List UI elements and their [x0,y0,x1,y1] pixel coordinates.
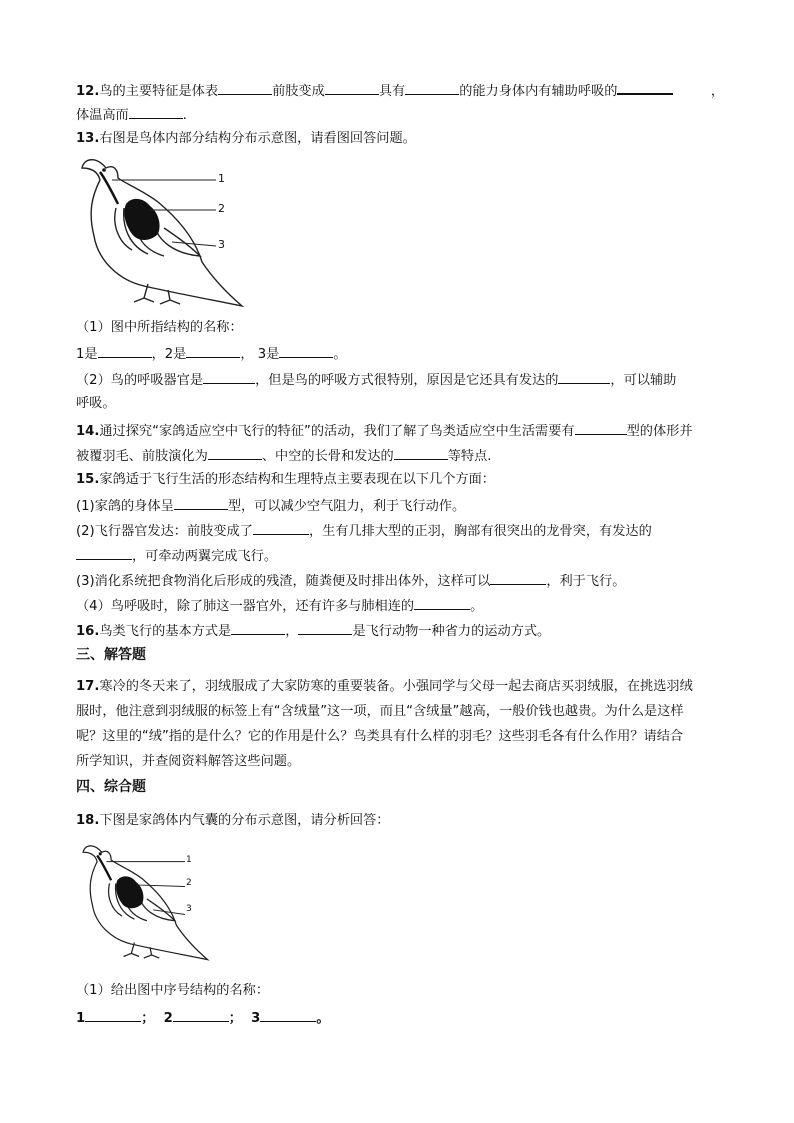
q17-number: 17. [76,679,100,694]
q14-blank-3[interactable] [394,446,448,460]
q15-s2-cont [76,546,277,566]
q15-s2 [76,521,652,541]
bird-legs [134,284,180,304]
bird-trachea [100,172,118,204]
q13-fig-label-3: 3 [218,238,225,251]
q15-s3-a: (3)消化系统把食物消化后形成的残渣，随粪便及时排出体外，这样可以 [76,574,491,589]
q18-fill-line [76,1008,330,1028]
section-3-heading: 三、解答题 [76,647,146,663]
q15-s2-c: ，可牵动两翼完成飞行。 [132,549,278,564]
q17-text-1: 寒冷的冬天来了，羽绒服成了大家防寒的重要装备。小强同学与父母一起去商店买羽绒服，在挑选羽绒 [99,679,693,694]
q12-number: 12. [76,84,100,99]
q17-line1 [76,678,693,696]
q13-sub2-a: （2）鸟的呼吸器官是 [76,373,204,388]
q12-text-6: 体温高而 [76,108,129,123]
q14-text-c: 被覆羽毛、前肢演化为 [76,449,208,464]
q18-bird-figure [80,838,220,963]
q14-text-a: 通过探究“家鸽适应空中飞行的特征”的活动，我们了解了鸟类适应空中生活需要有 [99,424,575,439]
q15-blank-3[interactable] [76,546,132,560]
q14-blank-1[interactable] [575,421,627,435]
q13-title [76,130,416,148]
q18-title [76,812,390,830]
q15-s2-a: (2)飞行器官发达：前肢变成了 [76,524,253,539]
q15-s2-b: ，生有几排大型的正羽，胸部有很突出的龙骨突，有发达的 [308,524,652,539]
q16-text-c: 是飞行动物一种省力的运动方式。 [352,624,551,639]
q13-blank-1[interactable] [98,344,152,358]
q18-number: 18. [76,813,100,828]
q18-fig-label-3: 3 [186,904,192,914]
q12-line1 [76,80,673,101]
q13-sub2-line1 [76,370,676,390]
q12-text-3: 具有 [378,84,406,99]
q14-number: 14. [76,424,100,439]
q18-blank-2[interactable] [173,1008,229,1022]
q15-blank-1[interactable] [174,496,228,510]
q12-blank-2[interactable] [325,81,379,95]
q18-sep-2: ； [228,1011,242,1026]
q15-s4-a: （4）鸟呼吸时，除了肺这一器官外，还有许多与肺相连的 [76,599,415,614]
q13-fill-3-label: 3是 [257,347,280,362]
q13-blank-3[interactable] [279,344,333,358]
q12-text-4: 的能力身体内有辅助呼吸的 [459,84,618,99]
q17-line3: 呢？这里的“绒”指的是什么？它的作用是什么？鸟类具有什么样的羽毛？这些羽毛各有什么作用？请结合 [76,729,684,744]
bird-lungs [116,876,143,908]
q13-bird-figure [78,150,258,310]
q12-blank-4[interactable] [617,80,673,95]
q13-blank-4[interactable] [203,370,255,384]
q12-blank-1[interactable] [218,81,272,95]
q15-s1-b: 型，可以减少空气阻力，利于飞行动作。 [227,499,466,514]
q18-fill-2-label: 2 [163,1011,173,1026]
q15-s1-a: (1)家鸽的身体呈 [76,499,174,514]
q18-leader-2 [136,885,185,887]
bird-lungs [124,199,159,240]
q13-end: 。 [333,347,347,362]
bird-trachea [97,855,111,880]
q15-s1 [76,496,465,516]
q18-fill-3-label: 3 [251,1011,261,1026]
q18-blank-3[interactable] [260,1008,316,1022]
q15-s4-b: 。 [470,599,484,614]
q13-text: 右图是鸟体内部分结构分布示意图，请看图回答问题。 [99,131,416,146]
q12-comma: ， [710,84,724,99]
q13-sub2-c: ，可以辅助 [610,373,677,388]
q15-s3-b: ，利于飞行。 [546,574,626,589]
q13-fill-2-label: 2是 [164,347,187,362]
q15-text: 家鸽适于飞行生活的形态结构和生理特点主要表现在以下几个方面： [99,472,495,487]
q15-number: 15. [76,472,100,487]
q15-s4 [76,596,483,616]
q13-sep-1: ， [151,347,165,362]
q16-blank-1[interactable] [231,621,285,635]
q18-fill-1-label: 1 [76,1011,86,1026]
q15-blank-4[interactable] [490,571,546,585]
q18-sep-1: ； [141,1011,155,1026]
q13-blank-5[interactable] [558,370,610,384]
q13-sub2-line2: 呼吸。 [76,396,116,411]
section-4-heading: 四、综合题 [76,779,146,795]
q14-line2 [76,446,492,466]
q13-number: 13. [76,131,100,146]
q14-text-e: 等特点. [447,449,492,464]
q18-blank-1[interactable] [85,1008,141,1022]
q12-blank-5[interactable] [129,105,183,119]
q14-line1 [76,421,693,441]
q13-sub2-b: ，但是鸟的呼吸方式很特别，原因是它还具有发达的 [255,373,559,388]
q15-s3 [76,571,625,591]
q12-text-1: 鸟的主要特征是体表 [99,84,219,99]
q12-line2 [76,105,187,125]
q15-blank-2[interactable] [253,521,309,535]
q13-sub1: （1）图中所指结构的名称： [76,320,243,335]
q12-text-2: 前肢变成 [272,84,325,99]
q13-fig-label-2: 2 [218,202,225,215]
q14-blank-2[interactable] [208,446,262,460]
bird-legs [124,943,160,959]
q18-fig-label-2: 2 [186,878,192,888]
q18-end: 。 [316,1011,330,1026]
bird-eye [99,852,102,855]
q15-blank-5[interactable] [414,596,470,610]
q13-blank-2[interactable] [186,344,240,358]
q17-line4: 所学知识，并查阅资料解答这些问题。 [76,754,301,769]
q14-text-d: 、中空的长骨和发达的 [261,449,394,464]
q16-line [76,621,550,641]
q18-sub1: （1）给出图中序号结构的名称： [76,983,270,998]
q16-text-b: ， [285,624,299,639]
q15-title [76,471,495,489]
q18-fig-label-1: 1 [186,855,192,865]
q18-text: 下图是家鸽体内气囊的分布示意图，请分析回答： [99,813,390,828]
q16-blank-2[interactable] [298,621,352,635]
bird-eye [102,168,106,172]
q16-text-a: 鸟类飞行的基本方式是 [99,624,232,639]
q18-leader-3 [153,910,185,915]
q16-number: 16. [76,624,100,639]
q13-sep-2: ， [240,347,254,362]
q14-text-b: 型的体形并 [626,424,693,439]
q17-line2: 服时，他注意到羽绒服的标签上有“含绒量”这一项，而且“含绒量”越高，一般价钱也越贵。为什么是这样 [76,704,684,719]
q13-fig-label-1: 1 [218,172,225,185]
q13-fill-line [76,344,347,364]
q12-blank-3[interactable] [405,81,459,95]
q13-fill-1-label: 1是 [76,347,98,362]
q12-text-7: . [182,108,187,123]
